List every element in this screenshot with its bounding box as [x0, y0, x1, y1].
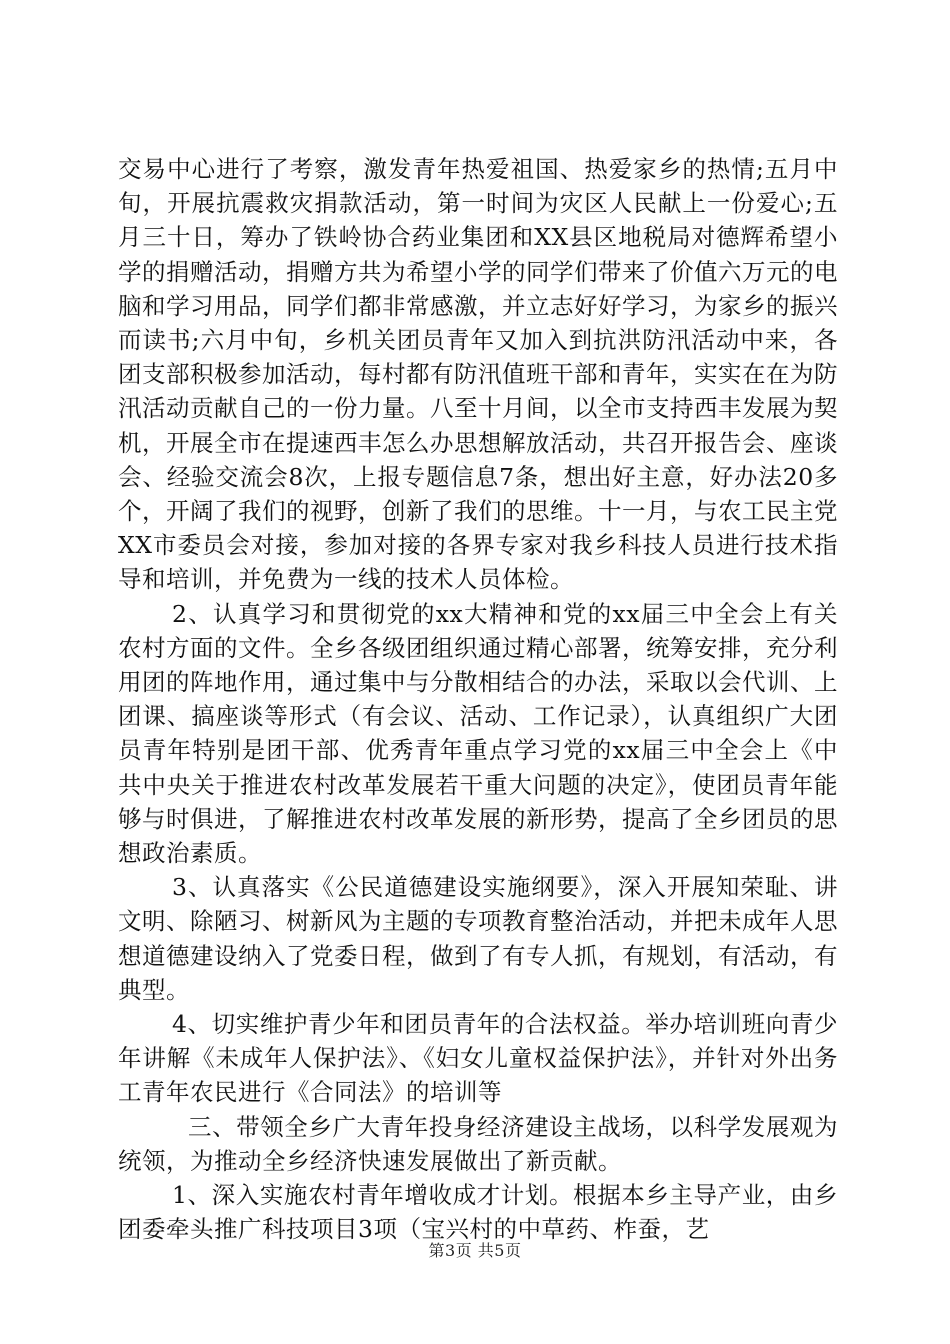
- paragraph-sub-item-1: 1、深入实施农村青年增收成才计划。根据本乡主导产业，由乡团委牵头推广科技项目3项（宝兴村的中草药、柞蚕，艺: [118, 1181, 838, 1244]
- section-heading-3: 三、带领全乡广大青年投身经济建设主战场，以科学发展观为统领，为推动全乡经济快速发展做出了新贡献。: [118, 1112, 838, 1175]
- paragraph-item-2: 2、认真学习和贯彻党的xx大精神和党的xx届三中全会上有关农村方面的文件。全乡各级团组织通过精心部署，统筹安排，充分利用团的阵地作用，通过集中与分散相结合的办法，采取以会代训、上团课、搞座谈等形式（有会议、活动、工作记录），认真组织广大团员青年特别是团干部、优秀青年重点学习党的xx届三中全会上《中共中央关于推进农村改革发展若干重大问题的决定》，使团员青年能够与时俱进，了解推进农村改革发展的新形势，提高了全乡团员的思想政治素质。: [118, 599, 838, 868]
- paragraph-item-3: 3、认真落实《公民道德建设实施纲要》，深入开展知荣耻、讲文明、除陋习、树新风为主题的专项教育整治活动，并把未成年人思想道德建设纳入了党委日程，做到了有专人抓，有规划，有活动，有典型。: [118, 873, 838, 1004]
- document-body: [118, 152, 838, 1247]
- paragraph-item-4: 4、切实维护青少年和团员青年的合法权益。举办培训班向青少年讲解《未成年人保护法》、《妇女儿童权益保护法》，并针对外出务工青年农民进行《合同法》的培训等: [118, 1010, 838, 1107]
- paragraph-activities: 交易中心进行了考察，激发青年热爱祖国、热爱家乡的热情;五月中旬，开展抗震救灾捐款活动，第一时间为灾区人民献上一份爱心;五月三十日，筹办了铁岭协合药业集团和XX县区地税局对德辉希望小学的捐赠活动，捐赠方共为希望小学的同学们带来了价值六万元的电脑和学习用品，同学们都非常感激，并立志好好学习，为家乡的振兴而读书;六月中旬，乡机关团员青年又加入到抗洪防汛活动中来，各团支部积极参加活动，每村都有防汛值班干部和青年，实实在在为防汛活动贡献自己的一份力量。八至十月间，以全市支持西丰发展为契机，开展全市在提速西丰怎么办思想解放活动，共召开报告会、座谈会、经验交流会8次，上报专题信息7条，想出好主意，好办法20多个，开阔了我们的视野，创新了我们的思维。十一月，与农工民主党XX市委员会对接，参加对接的各界专家对我乡科技人员进行技术指导和培训，并免费为一线的技术人员体检。: [118, 155, 838, 594]
- page-number-footer: 第3页 共5页: [428, 1241, 522, 1260]
